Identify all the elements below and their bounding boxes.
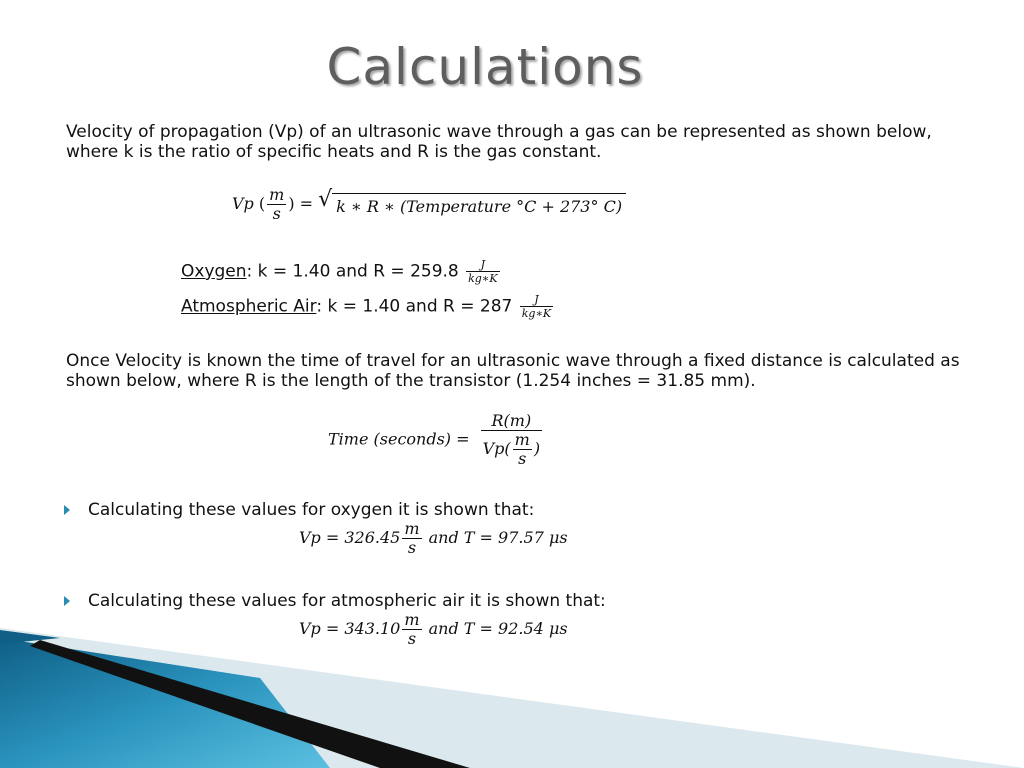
gas-values: : k = 1.40 and R = 287	[316, 296, 518, 317]
intro-paragraph: Velocity of propagation (Vp) of an ultrasonic wave through a gas can be represented as shown below, where k is the ratio of specific heats and R is the gas constant.	[66, 122, 932, 162]
time-equation	[328, 412, 544, 468]
time-denominator	[481, 431, 542, 468]
decorative-corner-graphic	[0, 628, 1024, 768]
result-time: and T = 97.57 μs	[428, 528, 568, 547]
velocity-lhs: Vp	[232, 194, 254, 213]
unit-denominator: s	[272, 204, 281, 223]
unit-numerator: m	[514, 430, 530, 449]
gas-name: Oxygen	[181, 261, 247, 282]
time-numerator: R(m)	[481, 412, 542, 431]
unit-numerator: m	[269, 185, 285, 204]
result-vp: Vp = 326.45	[299, 528, 401, 547]
gas-line-oxygen	[181, 258, 502, 285]
unit-numerator: J	[520, 293, 553, 307]
velocity-unit-fraction	[267, 186, 286, 223]
slide-title: Calculations	[326, 38, 644, 96]
den-prefix: Vp(	[482, 439, 511, 458]
unit-denominator: s	[518, 449, 527, 468]
bullet-text: Calculating these values for atmospheric air it is shown that:	[88, 591, 606, 611]
bullet-air	[64, 591, 606, 611]
bullet-triangle-icon	[64, 505, 70, 515]
gas-name: Atmospheric Air	[181, 296, 317, 317]
time-paragraph: Once Velocity is known the time of travel for an ultrasonic wave through a fixed distance is calculated as shown below, where R is the length of the transistor (1.254 inches = 31.85 mm).	[66, 351, 960, 391]
den-unit-fraction	[513, 431, 532, 468]
bullet-oxygen	[64, 500, 534, 520]
result-vp: Vp = 343.10	[299, 619, 401, 638]
result-equation-oxygen	[299, 520, 568, 557]
radicand: k ∗ R ∗ (Temperature °C + 273° C)	[332, 193, 626, 216]
unit-denominator: kg∗K	[468, 272, 498, 285]
time-fraction	[481, 412, 542, 468]
unit-numerator: m	[404, 610, 420, 629]
unit-denominator: s	[407, 538, 417, 557]
den-suffix: )	[533, 439, 541, 458]
gas-values: : k = 1.40 and R = 259.8	[246, 261, 465, 282]
gas-unit-fraction	[466, 258, 499, 285]
unit-denominator: s	[407, 629, 417, 648]
velocity-equation: Vp ( $\frac{m}{s}$ ) = √ k ∗ R ∗ (Temperature °C + 273° C)	[232, 186, 626, 223]
bullet-text: Calculating these values for oxygen it is shown that:	[88, 500, 535, 520]
unit-denominator: kg∗K	[521, 307, 552, 320]
gas-line-air	[181, 293, 555, 320]
square-root: √ k ∗ R ∗ (Temperature °C + 273° C)	[318, 193, 626, 216]
gas-unit-fraction	[520, 293, 553, 320]
bullet-triangle-icon	[64, 596, 70, 606]
result-unit-fraction	[402, 520, 421, 557]
unit-numerator: J	[466, 258, 499, 272]
unit-numerator: m	[404, 519, 420, 538]
time-lhs: Time (seconds) =	[328, 429, 470, 449]
result-time: and T = 92.54 μs	[428, 619, 568, 638]
